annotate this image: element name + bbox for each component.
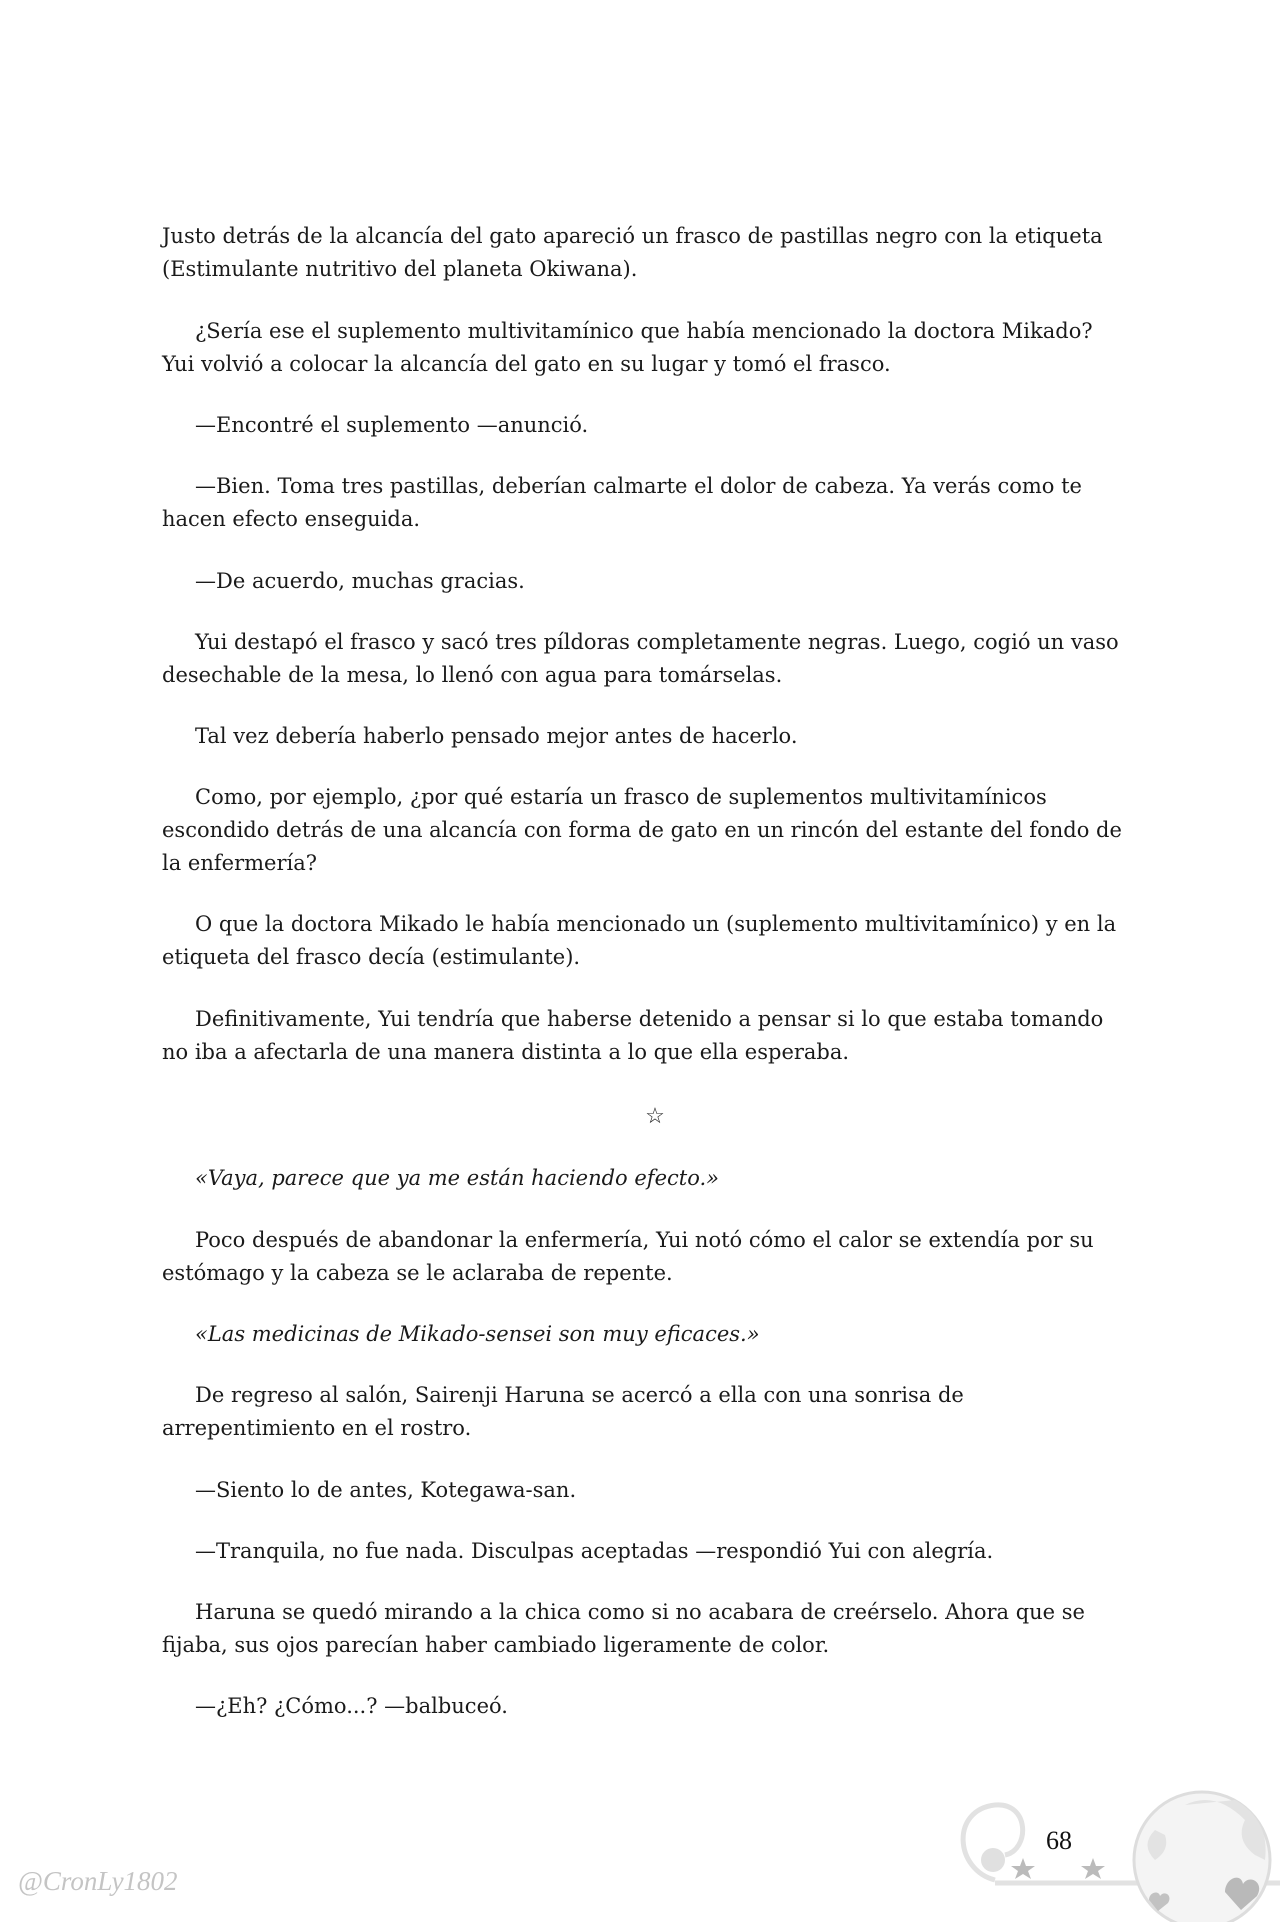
text-line: desechable de la mesa, lo llenó con agua para tomárselas. — [162, 663, 783, 687]
text-line: escondido detrás de una alcancía con forma de gato en un rincón del estante del fondo de — [162, 818, 1122, 842]
text-line: Haruna se quedó mirando a la chica como si no acabara de creérselo. Ahora que se — [195, 1600, 1085, 1624]
text-line: —De acuerdo, muchas gracias. — [195, 569, 525, 593]
paragraph — [162, 908, 1122, 974]
paragraph — [162, 626, 1122, 692]
text-line: (Estimulante nutritivo del planeta Okiwana). — [162, 257, 638, 281]
page-number-ornament — [955, 1760, 1280, 1922]
text-line: hacen efecto enseguida. — [162, 507, 421, 531]
text-line: fijaba, sus ojos parecían haber cambiado ligeramente de color. — [162, 1633, 830, 1657]
text-line: «Las medicinas de Mikado-sensei son muy eficaces.» — [195, 1322, 760, 1346]
paragraph — [162, 781, 1122, 880]
star-icon — [1011, 1858, 1035, 1879]
paragraph — [162, 1690, 1122, 1723]
paragraph — [162, 470, 1122, 536]
text-line: —Bien. Toma tres pastillas, deberían calmarte el dolor de cabeza. Ya verás como te — [195, 474, 1082, 498]
paragraph — [162, 720, 1122, 753]
paragraph — [162, 315, 1122, 381]
paragraph — [162, 409, 1122, 442]
paragraph — [162, 220, 1122, 286]
text-line: De regreso al salón, Sairenji Haruna se acercó a ella con una sonrisa de — [195, 1383, 964, 1407]
text-line: arrepentimiento en el rostro. — [162, 1416, 472, 1440]
text-line: la enfermería? — [162, 851, 317, 875]
text-line: Poco después de abandonar la enfermería, Yui notó cómo el calor se extendía por su — [195, 1228, 1094, 1252]
text-line: Definitivamente, Yui tendría que haberse detenido a pensar si lo que estaba tomando — [195, 1007, 1104, 1031]
paragraph — [162, 1596, 1122, 1662]
star-icon — [1081, 1858, 1105, 1879]
text-line: —Tranquila, no fue nada. Disculpas aceptadas —respondió Yui con alegría. — [195, 1539, 994, 1563]
watermark: @CronLy1802 — [18, 1866, 178, 1896]
text-line: Yui destapó el frasco y sacó tres píldoras completamente negras. Luego, cogió un vaso — [195, 630, 1119, 654]
paragraph — [162, 565, 1122, 598]
text-line: —¿Eh? ¿Cómo...? —balbuceó. — [195, 1694, 508, 1718]
text-line: ¿Sería ese el suplemento multivitamínico que había mencionado la doctora Mikado? — [195, 319, 1093, 343]
paragraph — [162, 1318, 1122, 1351]
paragraph — [162, 1379, 1122, 1445]
text-line: no iba a afectarla de una manera distinta a lo que ella esperaba. — [162, 1040, 850, 1064]
text-line: —Encontré el suplemento —anunció. — [195, 413, 589, 437]
text-line: Yui volvió a colocar la alcancía del gato en su lugar y tomó el frasco. — [162, 352, 891, 376]
text-line: Tal vez debería haberlo pensado mejor antes de hacerlo. — [195, 724, 798, 748]
paragraph — [162, 1224, 1122, 1290]
text-line: —Siento lo de antes, Kotegawa-san. — [195, 1478, 577, 1502]
text-line: etiqueta del frasco decía (estimulante). — [162, 945, 581, 969]
paragraph — [162, 1474, 1122, 1507]
page-number: 68 — [1046, 1826, 1072, 1855]
text-line: Como, por ejemplo, ¿por qué estaría un frasco de suplementos multivitamínicos — [195, 785, 1047, 809]
text-line: O que la doctora Mikado le había mencionado un (suplemento multivitamínico) y en la — [195, 912, 1117, 936]
text-line: «Vaya, parece que ya me están haciendo efecto.» — [195, 1166, 720, 1190]
scene-break-star: ☆ — [645, 1104, 665, 1129]
paragraph — [162, 1003, 1122, 1069]
text-line: Justo detrás de la alcancía del gato apareció un frasco de pastillas negro con la etiqueta — [162, 224, 1103, 248]
paragraph — [162, 1162, 1122, 1195]
paragraph — [162, 1535, 1122, 1568]
text-line: estómago y la cabeza se le aclaraba de repente. — [162, 1261, 673, 1285]
